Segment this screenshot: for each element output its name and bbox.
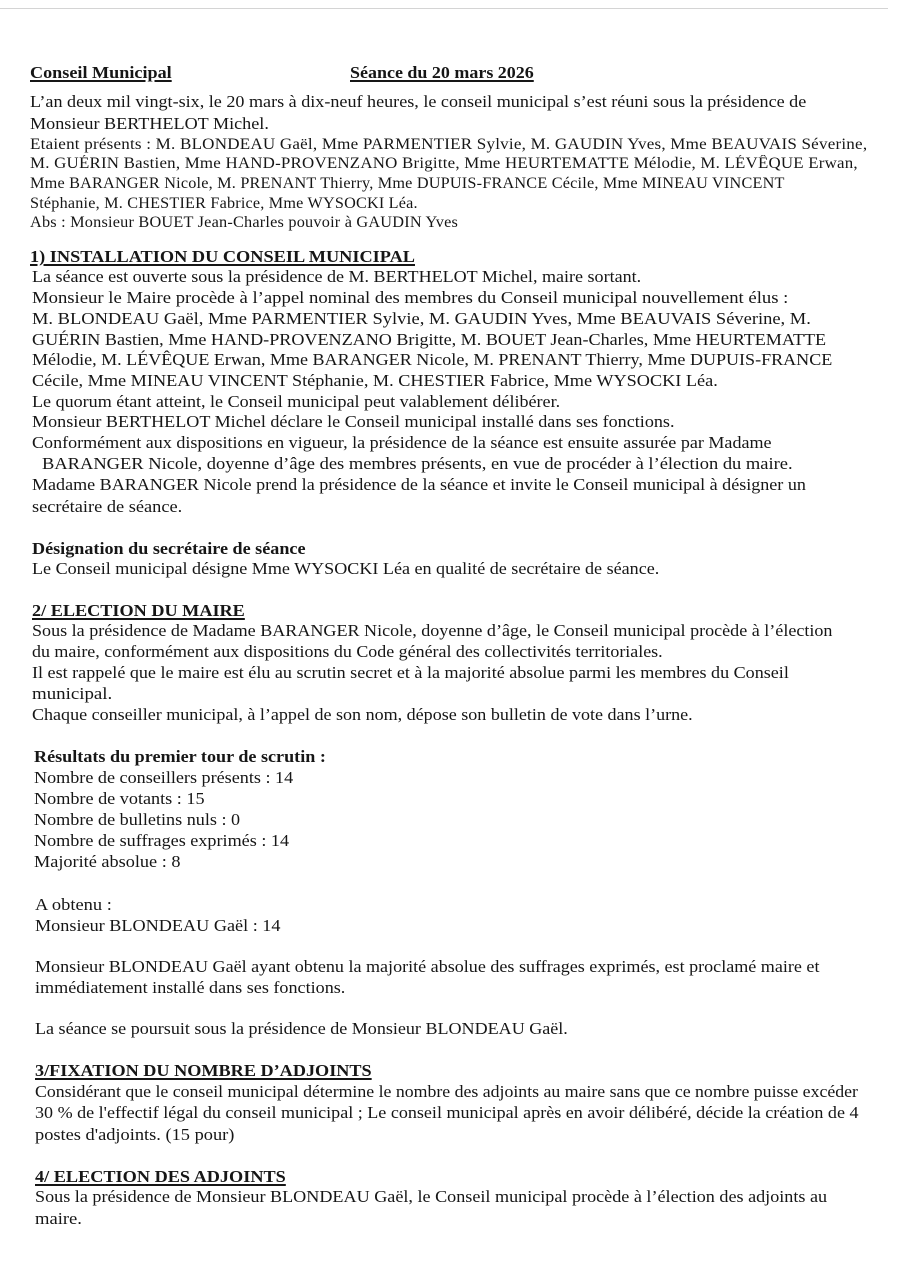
body-line: Sous la présidence de Madame BARANGER Nicole, doyenne d’âge, le Conseil municipal procède à l’élection [32, 621, 833, 640]
subsection-title-resultats: Résultats du premier tour de scrutin : [34, 747, 326, 766]
presents-line: Etaient présents : M. BLONDEAU Gaël, Mme PARMENTIER Sylvie, M. GAUDIN Yves, Mme BEAUVAIS Séverine, [30, 136, 868, 153]
intro-line: Monsieur BERTHELOT Michel. [30, 114, 269, 133]
body-line: La séance est ouverte sous la présidence de M. BERTHELOT Michel, maire sortant. [32, 267, 642, 286]
section-title-installation: 1) INSTALLATION DU CONSEIL MUNICIPAL [30, 247, 415, 266]
obtenu-label: A obtenu : [35, 895, 112, 914]
section-title-election-maire: 2/ ELECTION DU MAIRE [32, 601, 245, 620]
subsection-title-secretaire: Désignation du secrétaire de séance [32, 539, 306, 558]
absent-line: Abs : Monsieur BOUET Jean-Charles pouvoir à GAUDIN Yves [30, 214, 459, 231]
body-line: Monsieur BLONDEAU Gaël ayant obtenu la majorité absolue des suffrages exprimés, est proclamé maire et [35, 957, 820, 976]
body-line: Madame BARANGER Nicole prend la présidence de la séance et invite le Conseil municipal à désigner un [32, 475, 806, 494]
session-date: Séance du 20 mars 2026 [350, 63, 534, 82]
presents-line: Mme BARANGER Nicole, M. PRENANT Thierry, Mme DUPUIS-FRANCE Cécile, Mme MINEAU VINCENT [30, 175, 785, 192]
body-line: Cécile, Mme MINEAU VINCENT Stéphanie, M. CHESTIER Fabrice, Mme WYSOCKI Léa. [32, 371, 718, 390]
presents-line: M. GUÉRIN Bastien, Mme HAND-PROVENZANO Brigitte, Mme HEURTEMATTE Mélodie, M. LÉVÊQUE Erwan, [30, 155, 858, 172]
section-title-fixation-adjoints: 3/FIXATION DU NOMBRE D’ADJOINTS [35, 1061, 372, 1080]
body-line: Monsieur BERTHELOT Michel déclare le Conseil municipal installé dans ses fonctions. [32, 412, 675, 431]
body-line: Conformément aux dispositions en vigueur, la présidence de la séance est ensuite assurée par Madame [32, 433, 772, 452]
obtenu-result: Monsieur BLONDEAU Gaël : 14 [35, 916, 281, 935]
section-title-election-adjoints: 4/ ELECTION DES ADJOINTS [35, 1167, 286, 1186]
council-title: Conseil Municipal [30, 63, 172, 82]
body-line: Sous la présidence de Monsieur BLONDEAU Gaël, le Conseil municipal procède à l’élection des adjoints au [35, 1187, 828, 1206]
presents-line: Stéphanie, M. CHESTIER Fabrice, Mme WYSOCKI Léa. [30, 195, 418, 212]
body-line: secrétaire de séance. [32, 497, 183, 516]
body-line: maire. [35, 1209, 82, 1228]
intro-line: L’an deux mil vingt-six, le 20 mars à dix-neuf heures, le conseil municipal s’est réuni sous la présidence de [30, 92, 807, 111]
body-line: Mélodie, M. LÉVÊQUE Erwan, Mme BARANGER Nicole, M. PRENANT Thierry, Mme DUPUIS-FRANCE [32, 350, 833, 369]
body-line: 30 % de l'effectif légal du conseil municipal ; Le conseil municipal après en avoir délibéré, décide la création de 4 [35, 1103, 859, 1122]
body-line: M. BLONDEAU Gaël, Mme PARMENTIER Sylvie, M. GAUDIN Yves, Mme BEAUVAIS Séverine, M. [32, 309, 811, 328]
body-line: immédiatement installé dans ses fonctions. [35, 978, 346, 997]
body-line: Monsieur le Maire procède à l’appel nominal des membres du Conseil municipal nouvellement élus : [32, 288, 789, 307]
result-line: Nombre de votants : 15 [34, 789, 205, 808]
body-line: postes d'adjoints. (15 pour) [35, 1125, 235, 1144]
result-line: Nombre de conseillers présents : 14 [34, 768, 294, 787]
body-line: GUÉRIN Bastien, Mme HAND-PROVENZANO Brigitte, M. BOUET Jean-Charles, Mme HEURTEMATTE [32, 330, 827, 349]
body-line: Le quorum étant atteint, le Conseil municipal peut valablement délibérer. [32, 392, 561, 411]
body-line: Il est rappelé que le maire est élu au scrutin secret et à la majorité absolue parmi les membres du Conseil [32, 663, 789, 682]
body-line: BARANGER Nicole, doyenne d’âge des membres présents, en vue de procéder à l’élection du maire. [42, 454, 793, 473]
result-line: Nombre de suffrages exprimés : 14 [34, 831, 290, 850]
body-line: du maire, conformément aux dispositions du Code général des collectivités territoriales. [32, 642, 663, 661]
scan-edge-line [0, 8, 888, 9]
body-line: Le Conseil municipal désigne Mme WYSOCKI Léa en qualité de secrétaire de séance. [32, 559, 660, 578]
body-line: municipal. [32, 684, 113, 703]
body-line: Considérant que le conseil municipal détermine le nombre des adjoints au maire sans que ce nombre puisse excéder [35, 1082, 858, 1101]
result-line: Majorité absolue : 8 [34, 852, 181, 871]
body-line: La séance se poursuit sous la présidence de Monsieur BLONDEAU Gaël. [35, 1019, 568, 1038]
body-line: Chaque conseiller municipal, à l’appel de son nom, dépose son bulletin de vote dans l’urne. [32, 705, 693, 724]
result-line: Nombre de bulletins nuls : 0 [34, 810, 241, 829]
